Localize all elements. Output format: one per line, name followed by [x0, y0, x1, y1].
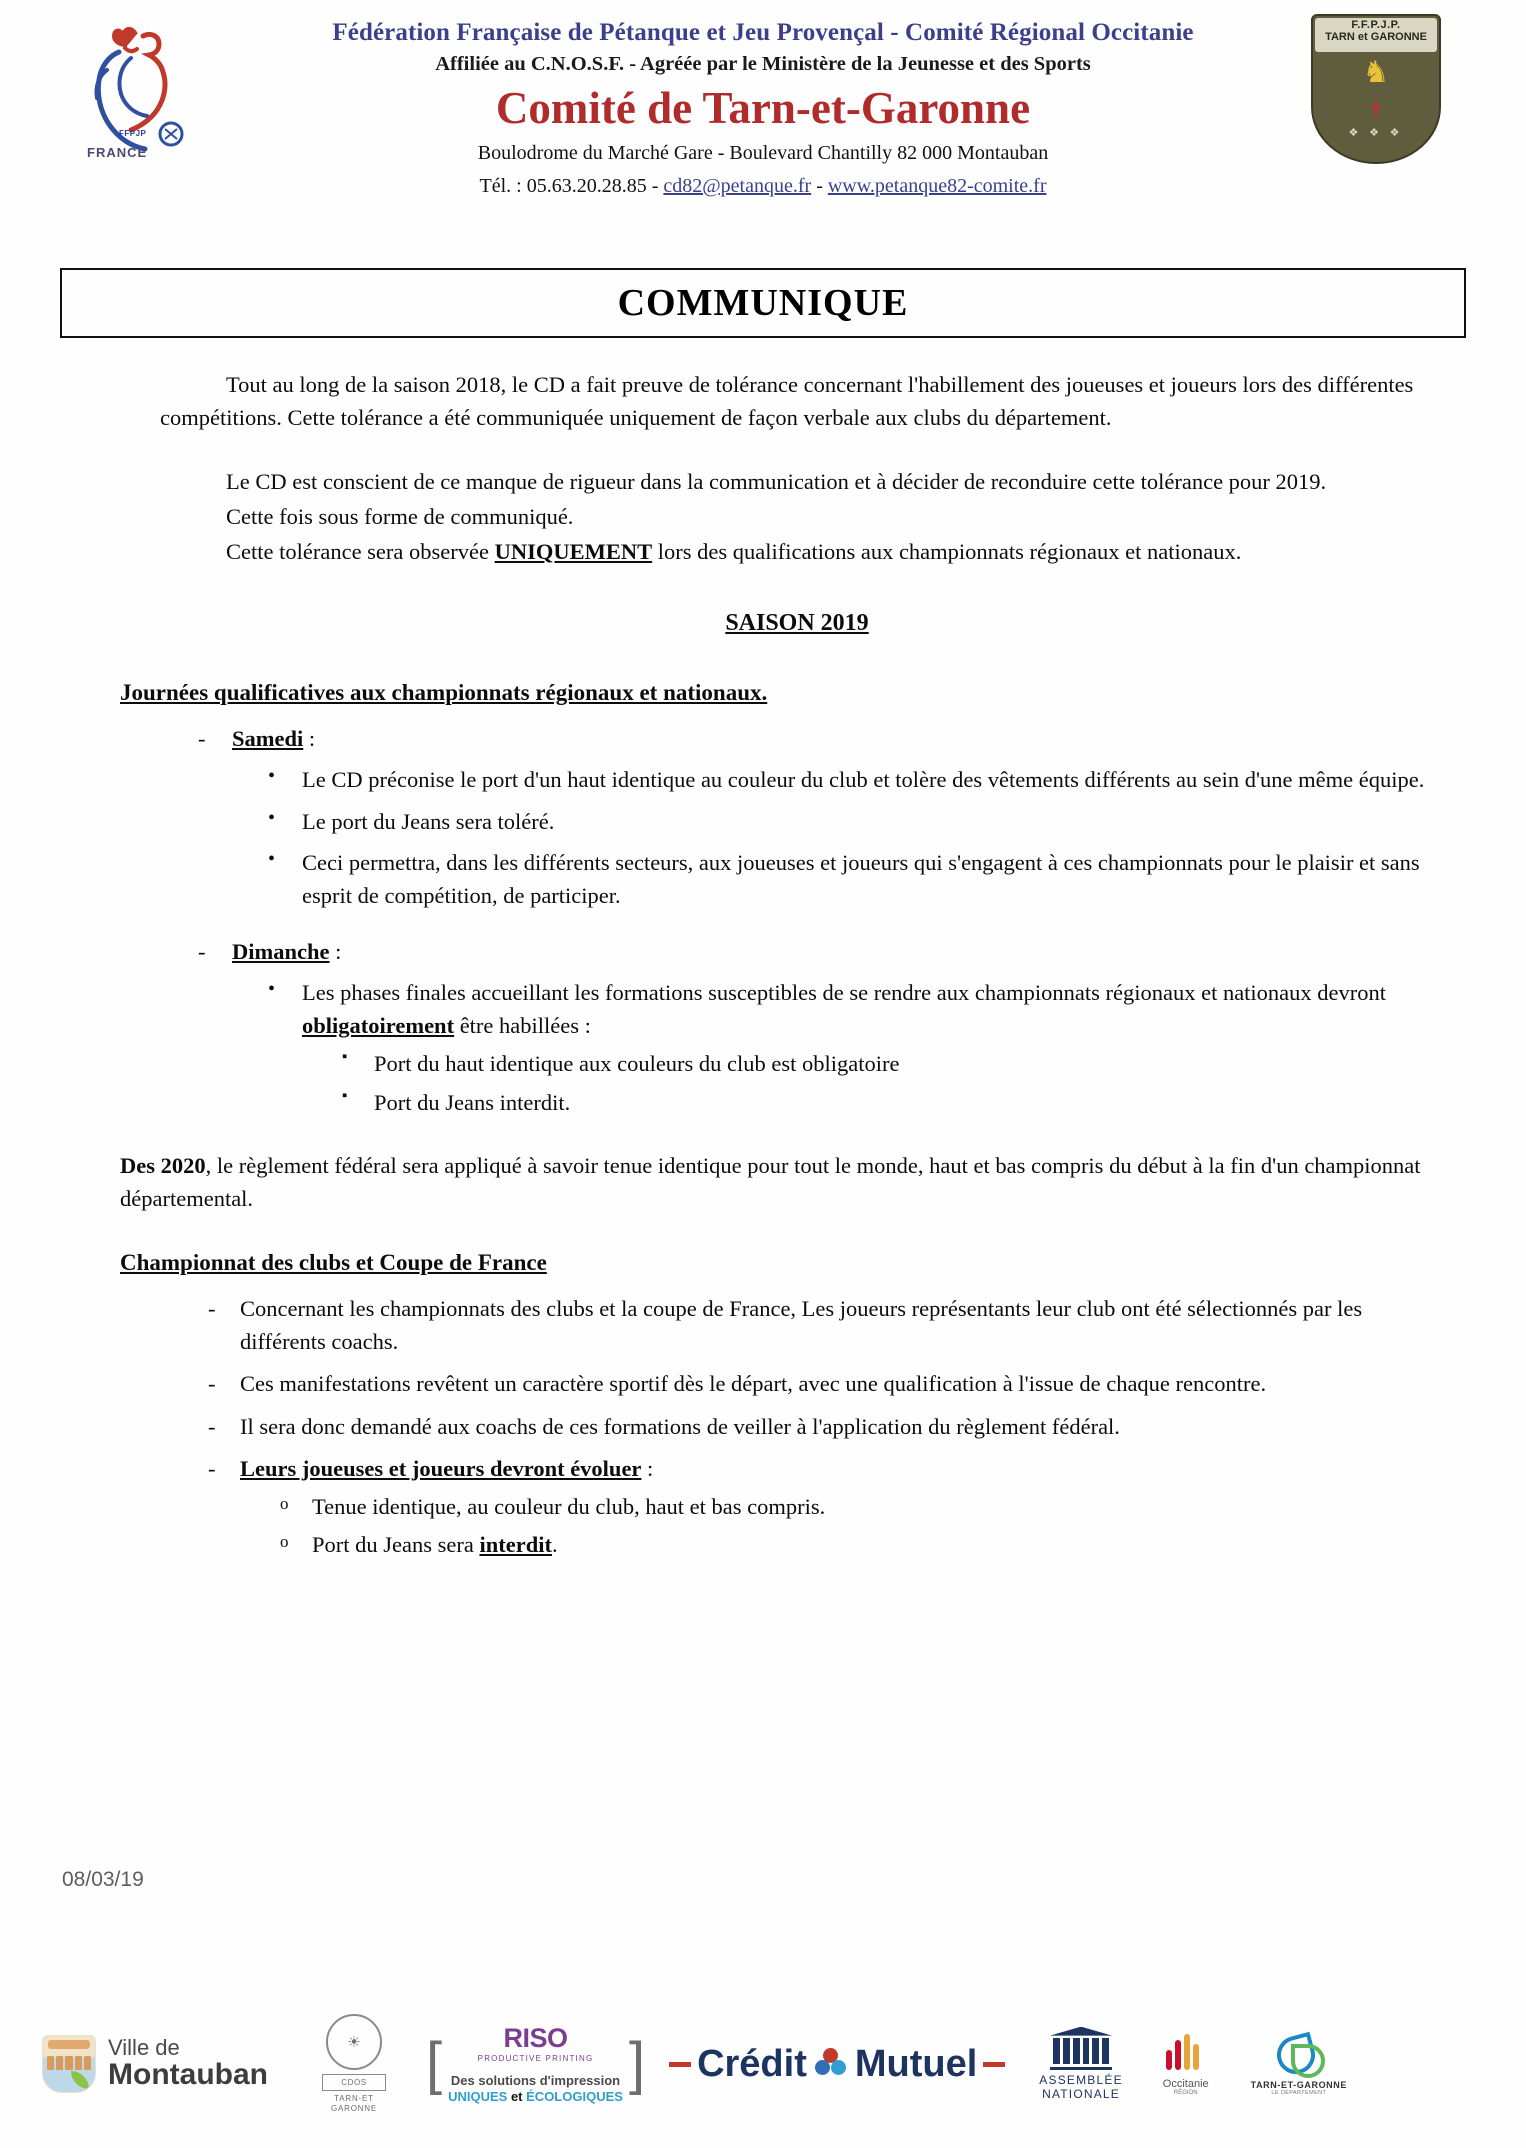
list-item: - Concernant les championnats des clubs et la coupe de France, Les joueurs représentants leur club ont été sélectionnés par les différents coachs. [196, 1292, 1434, 1359]
ffpjp-rooster-logo [85, 22, 215, 162]
list-item: - Ces manifestations revêtent un caractère sportif dès le départ, avec une qualification à l'issue de chaque rencontre. [196, 1367, 1434, 1400]
federation-line: Fédération Française de Pétanque et Jeu Provençal - Comité Régional Occitanie [332, 19, 1194, 46]
website-link[interactable]: www.petanque82-comite.fr [827, 174, 1047, 197]
tolerance-text-after: lors des qualifications aux championnats régionaux et nationaux. [652, 539, 1242, 565]
samedi-colon: : [303, 726, 316, 752]
affiliation-line: Affiliée au C.N.O.S.F. - Agréée par le Ministère de la Jeunesse et des Sports [435, 52, 1091, 75]
paragraph-2020-rule [120, 1149, 1434, 1216]
assemblee-nationale-logo [1039, 2027, 1123, 2102]
list-item: • Le port du Jeans sera toléré. [262, 805, 1434, 838]
samedi-label: Samedi [232, 726, 304, 752]
committee-title: Comité de Tarn-et-Garonne [495, 83, 1031, 134]
paragraph-cd-aware: Le CD est conscient de ce manque de rigueur dans la communication et à décider de reconduire cette tolérance pour 2019. [226, 468, 1327, 494]
riso-line2: UNIQUES et ÉCOLOGIQUES [448, 2088, 623, 2104]
occitanie-sub: RÉGION [1173, 2090, 1198, 2096]
paragraph-intro: Tout au long de la saison 2018, le CD a fait preuve de tolérance concernant l'habillement des joueuses et joueurs lors des différentes compétitions. Cette tolérance a été communiquée uniquement de façon verbale aux clubs du département. [160, 372, 1414, 431]
document-header [0, 0, 1526, 240]
riso-tagline: PRODUCTIVE PRINTING [477, 2053, 594, 2063]
days-list [160, 722, 1434, 1119]
list-item: o Tenue identique, au couleur du club, haut et bas compris. [274, 1490, 1434, 1523]
montauban-line1: Ville de [108, 2035, 180, 2061]
list-item [274, 1528, 1434, 1561]
tg-mark-icon [1273, 2032, 1325, 2078]
des-2020-emphasis: Des 2020 [120, 1153, 206, 1178]
occitanie-mark-icon [1164, 2032, 1208, 2076]
obligatoirement-emphasis: obligatoirement [302, 1013, 455, 1039]
list-item-dimanche [190, 935, 1434, 1119]
footer-partner-logos [0, 1994, 1526, 2134]
list-item-samedi [190, 722, 1434, 912]
shield-dots-decoration: ❖ ❖ ❖ [1348, 127, 1404, 139]
clubs-championship-heading: Championnat des clubs et Coupe de France [120, 1249, 547, 1275]
france-label: FRANCE [87, 145, 148, 160]
olympic-rings-icon: ☀ [326, 2014, 382, 2070]
phone-text: Tél. : 05.63.20.28.85 - [479, 174, 664, 197]
communique-title-box [60, 268, 1466, 338]
page-title: COMMUNIQUE [617, 282, 909, 324]
riso-line1: Des solutions d'impression [450, 2072, 621, 2088]
dimanche-label: Dimanche [232, 938, 330, 964]
credit-mutuel-mark-icon [815, 2048, 847, 2080]
list-item: ▪ Port du haut identique aux couleurs du club est obligatoire [336, 1047, 1434, 1080]
montauban-line2: Montauban [108, 2058, 268, 2092]
contact-separator: - [811, 174, 828, 197]
list-item: ▪ Port du Jeans interdit. [336, 1086, 1434, 1119]
cdos-logo [322, 2014, 386, 2114]
tarn-et-garonne-shield-logo [1311, 14, 1441, 164]
cdos-abbr: CDOS [322, 2074, 386, 2091]
cm-dash-left [669, 2062, 691, 2067]
assemblee-text: ASSEMBLÉE NATIONALE [1039, 2072, 1123, 2101]
riso-brand: RISO [503, 2022, 568, 2053]
tg-name: TARN-ET-GARONNE [1250, 2080, 1347, 2090]
parliament-building-icon [1050, 2027, 1112, 2070]
credit-mutuel-logo [669, 2045, 1005, 2083]
rooster-icon [85, 22, 215, 162]
list-item: • Le CD préconise le port d'un haut identique au couleur du club et tolère des vêtements différents au sein d'une même équipe. [262, 763, 1434, 796]
list-item: - Il sera donc demandé aux coachs de ces formations de veiller à l'application du règlement fédéral. [196, 1410, 1434, 1443]
credit-mutuel-name2: Mutuel [854, 2043, 978, 2085]
list-item: • Ceci permettra, dans les différents secteurs, aux joueuses et joueurs qui s'engagent à ces championnats pour le plaisir et sans esprit de compétition, de participer. [262, 846, 1434, 913]
jeans-text-before: Port du Jeans sera [312, 1532, 480, 1558]
evoluer-label: Leurs joueuses et joueurs devront évoluer [240, 1455, 642, 1481]
list-item [262, 976, 1434, 1119]
jeans-text-after: . [551, 1532, 558, 1558]
season-heading: SAISON 2019 [725, 610, 869, 637]
region-occitanie-logo [1163, 2032, 1209, 2096]
credit-mutuel-name1: Crédit [697, 2043, 807, 2085]
bracket-left-icon: [ [425, 2030, 443, 2096]
dimanche-rules-list [232, 976, 1434, 1119]
paragraph-tolerance-scope [160, 535, 1434, 568]
tolerance-text-before: Cette tolérance sera observée [226, 539, 495, 565]
document-date: 08/03/19 [62, 1868, 144, 1891]
clubs-rules-list [160, 1292, 1434, 1562]
riso-logo [425, 2022, 646, 2104]
list-item-evoluer [196, 1452, 1434, 1562]
qualifications-heading: Journées qualificatives aux championnats régionaux et nationaux. [120, 680, 768, 705]
bracket-right-icon: ] [628, 2030, 646, 2096]
cm-dash-right [983, 2062, 1005, 2067]
shield-department-label: TARN et GARONNE [1325, 30, 1427, 43]
ville-de-montauban-logo [42, 2035, 268, 2093]
dimanche-text-after: être habillées : [454, 1013, 591, 1039]
cdos-department: TARN-ET GARONNE [330, 2094, 378, 2113]
occitanie-name: Occitanie [1162, 2078, 1209, 2090]
para-2020-rest: , le règlement fédéral sera appliqué à savoir tenue identique pour tout le monde, haut et bas compris du début à la fin d'un championnat départemental. [120, 1153, 1421, 1212]
dimanche-text-before: Les phases finales accueillant les formations susceptibles de se rendre aux championnats régionaux et nationaux devront [302, 979, 1387, 1005]
uniquement-emphasis: UNIQUEMENT [494, 539, 653, 565]
contact-line [230, 173, 1296, 200]
lion-icon: ♞ [1362, 56, 1390, 89]
ffpjp-abbr-label: FFPJP [119, 129, 147, 138]
shield-ffpjp-label: F.F.P.J.P. [1351, 19, 1401, 31]
paragraph-communique-form: Cette fois sous forme de communiqué. [226, 503, 574, 529]
tg-sub: LE DÉPARTEMENT [1271, 2090, 1327, 2096]
evoluer-colon: : [641, 1455, 654, 1481]
email-link[interactable]: cd82@petanque.fr [663, 174, 812, 197]
dimanche-subrules-list [302, 1047, 1434, 1119]
header-text-block [230, 18, 1296, 200]
address-line: Boulodrome du Marché Gare - Boulevard Chantilly 82 000 Montauban [477, 141, 1049, 164]
montauban-crest-icon [42, 2035, 96, 2093]
interdit-emphasis: interdit [479, 1532, 552, 1558]
samedi-rules-list [232, 763, 1434, 912]
evoluer-subrules-list [240, 1490, 1434, 1562]
occitan-cross-icon: ✝ [1366, 98, 1386, 123]
dimanche-colon: : [329, 938, 342, 964]
departement-tarn-et-garonne-logo [1251, 2032, 1347, 2096]
document-body [120, 368, 1434, 1562]
shield-header-band [1315, 18, 1437, 52]
